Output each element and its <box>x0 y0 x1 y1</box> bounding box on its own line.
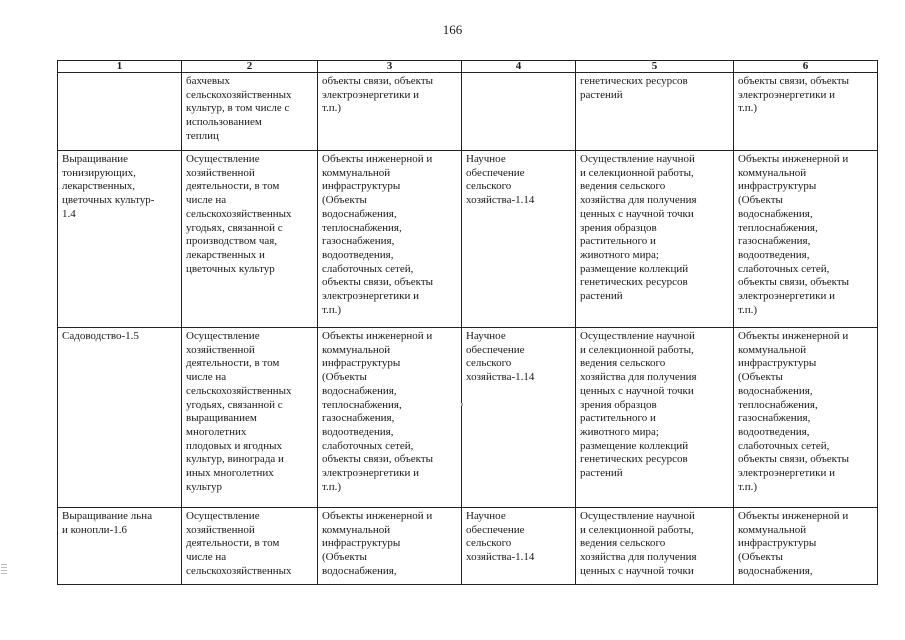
table-cell <box>734 508 878 585</box>
table-cell <box>734 73 878 151</box>
table-cell <box>318 328 462 508</box>
column-header: 2 <box>182 61 318 73</box>
table-cell <box>576 328 734 508</box>
cell-text: Объекты инженерной и коммунальной инфраструктуры (Объекты водоснабжения, <box>738 510 849 577</box>
table-header-row <box>58 61 878 73</box>
table-cell <box>734 151 878 328</box>
table-row <box>58 508 878 585</box>
table-cell <box>462 151 576 328</box>
cell-text: Выращивание льна и конопли-1.6 <box>62 510 153 536</box>
column-header: 4 <box>462 61 576 73</box>
table-cell <box>58 151 182 328</box>
cell-text: Объекты инженерной и коммунальной инфраструктуры (Объекты водоснабжения, теплоснабжения, газоснабжения, водоотведения, слаботочных сетей, объекты связи, объекты электроэнергетики и т.п.) <box>322 153 434 316</box>
table-row <box>58 151 878 328</box>
cell-text: Осуществление хозяйственной деятельности, в том числе на сельскохозяйственных угодьях, связанной с выращиванием многолетних плодовых и ягодных культур, винограда и иных многолетних культур <box>186 330 292 493</box>
cell-text: генетических ресурсов растений <box>580 75 688 101</box>
table-cell <box>576 73 734 151</box>
cell-text: объекты связи, объекты электроэнергетики и т.п.) <box>322 75 434 115</box>
table-cell <box>462 328 576 508</box>
column-header: 6 <box>734 61 878 73</box>
table-cell <box>58 328 182 508</box>
cell-text: Осуществление научной и селекционной работы, ведения сельского хозяйства для получения ценных с научной точки зрения образцов растительного и животного мира; размещение коллекций генетических ресурсов растений <box>580 153 697 303</box>
cell-text: Научное обеспечение сельского хозяйства-1.14 <box>466 153 535 207</box>
table-cell <box>576 151 734 328</box>
cell-text: Научное обеспечение сельского хозяйства-1.14 <box>466 330 535 384</box>
cell-text: Осуществление научной и селекционной работы, ведения сельского хозяйства для получения ценных с научной точки <box>580 510 697 577</box>
cell-text: Осуществление хозяйственной деятельности, в том числе на сельскохозяйственных угодьях, связанной с производством чая, лекарственных и цветочных культур <box>186 153 292 275</box>
table-row <box>58 73 878 151</box>
page-number: 166 <box>442 22 463 37</box>
table-cell <box>182 151 318 328</box>
column-header: 1 <box>58 61 182 73</box>
cell-text: Научное обеспечение сельского хозяйства-1.14 <box>466 510 535 564</box>
table-cell <box>58 508 182 585</box>
table-cell <box>576 508 734 585</box>
cell-text: Объекты инженерной и коммунальной инфраструктуры (Объекты водоснабжения, <box>322 510 433 577</box>
column-header: 5 <box>576 61 734 73</box>
table-cell <box>318 151 462 328</box>
scan-margin-mark <box>1 564 7 576</box>
table-cell <box>182 508 318 585</box>
cell-text: Садоводство-1.5 <box>62 330 139 342</box>
cell-text: Объекты инженерной и коммунальной инфраструктуры (Объекты водоснабжения, теплоснабжения, газоснабжения, водоотведения, слаботочных сетей, объекты связи, объекты электроэнергетики и т.п.) <box>738 153 850 316</box>
cell-text: бахчевых сельскохозяйственных культур, в том числе с использованием теплиц <box>186 75 292 142</box>
column-header: 3 <box>318 61 462 73</box>
cell-text: объекты связи, объекты электроэнергетики и т.п.) <box>738 75 850 115</box>
table-cell <box>58 73 182 151</box>
cell-text: Осуществление научной и селекционной работы, ведения сельского хозяйства для получения ценных с научной точки зрения образцов растительного и животного мира; размещение коллекций генетических ресурсов растений <box>580 330 697 480</box>
table-cell <box>734 328 878 508</box>
table-cell <box>182 73 318 151</box>
table-cell <box>318 508 462 585</box>
land-use-table <box>57 60 878 585</box>
scan-speck <box>461 403 463 406</box>
cell-text: Выращивание тонизирующих, лекарственных, цветочных культур- 1.4 <box>62 153 155 220</box>
table-cell <box>318 73 462 151</box>
table-cell <box>182 328 318 508</box>
table-cell <box>462 508 576 585</box>
table-cell <box>462 73 576 151</box>
cell-text: Объекты инженерной и коммунальной инфраструктуры (Объекты водоснабжения, теплоснабжения, газоснабжения, водоотведения, слаботочных сетей, объекты связи, объекты электроэнергетики и т.п.) <box>738 330 850 493</box>
cell-text: Объекты инженерной и коммунальной инфраструктуры (Объекты водоснабжения, теплоснабжения, газоснабжения, водоотведения, слаботочных сетей, объекты связи, объекты электроэнергетики и т.п.) <box>322 330 434 493</box>
table-row <box>58 328 878 508</box>
cell-text: Осуществление хозяйственной деятельности, в том числе на сельскохозяйственных <box>186 510 292 577</box>
